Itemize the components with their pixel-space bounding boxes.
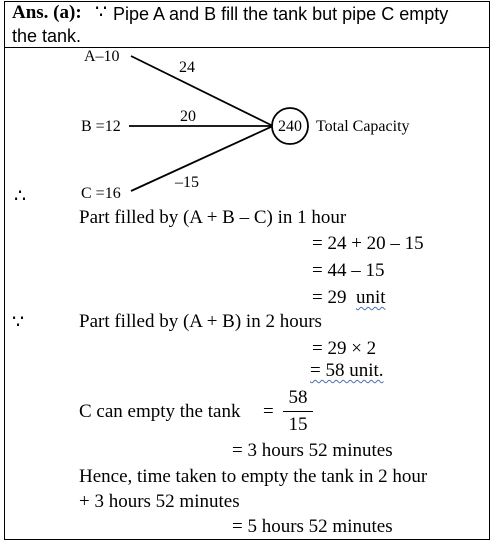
pipe-a-label: A–10 — [84, 48, 120, 65]
c-empty-text: C can empty the tank — [79, 401, 241, 422]
pipe-a-value: 24 — [179, 59, 195, 76]
equation-3-unit: unit — [355, 287, 386, 308]
step-1-text: Part filled by (A + B – C) in 1 hour — [79, 207, 347, 228]
equation-7: = 5 hours 52 minutes — [232, 516, 393, 537]
capacity-label: Total Capacity — [316, 118, 410, 135]
equation-3-value: = 29 — [312, 287, 347, 308]
equation-3 — [312, 287, 386, 309]
equation-1: = 24 + 20 – 15 — [312, 233, 424, 254]
equation-5: = 58 unit. — [310, 360, 384, 381]
fraction — [283, 387, 313, 436]
step-2-text: Part filled by (A + B) in 2 hours — [79, 311, 322, 332]
equation-2: = 44 – 15 — [312, 260, 385, 281]
answer-label: Ans. (a): — [12, 2, 82, 23]
pipe-c-value: –15 — [175, 174, 199, 191]
equation-4: = 29 × 2 — [312, 338, 377, 359]
header-text-line2: the tank. — [12, 26, 82, 46]
pipe-b-label: B =12 — [81, 118, 121, 135]
fraction-numerator: 58 — [288, 387, 308, 408]
pipe-b-value: 20 — [180, 108, 196, 125]
equation-6: = 3 hours 52 minutes — [232, 440, 393, 461]
therefore-symbol: ∴ — [14, 186, 27, 207]
capacity-value: 240 — [278, 118, 302, 135]
header-text-line1: Pipe A and B fill the tank but pipe C empty — [113, 4, 449, 24]
because-symbol: ∵ — [95, 2, 108, 23]
pipe-c-line — [131, 126, 273, 191]
fraction-denominator: 15 — [288, 414, 308, 435]
pipe-c-label: C =16 — [81, 185, 121, 202]
hence-line-2: + 3 hours 52 minutes — [79, 491, 240, 512]
equals-sign: = — [263, 401, 274, 422]
hence-line-1: Hence, time taken to empty the tank in 2 hour — [79, 466, 428, 487]
fraction-bar — [283, 411, 313, 412]
pipe-diagram — [0, 0, 502, 210]
because-symbol-2: ∵ — [12, 312, 25, 333]
pipe-a-line — [131, 56, 273, 126]
